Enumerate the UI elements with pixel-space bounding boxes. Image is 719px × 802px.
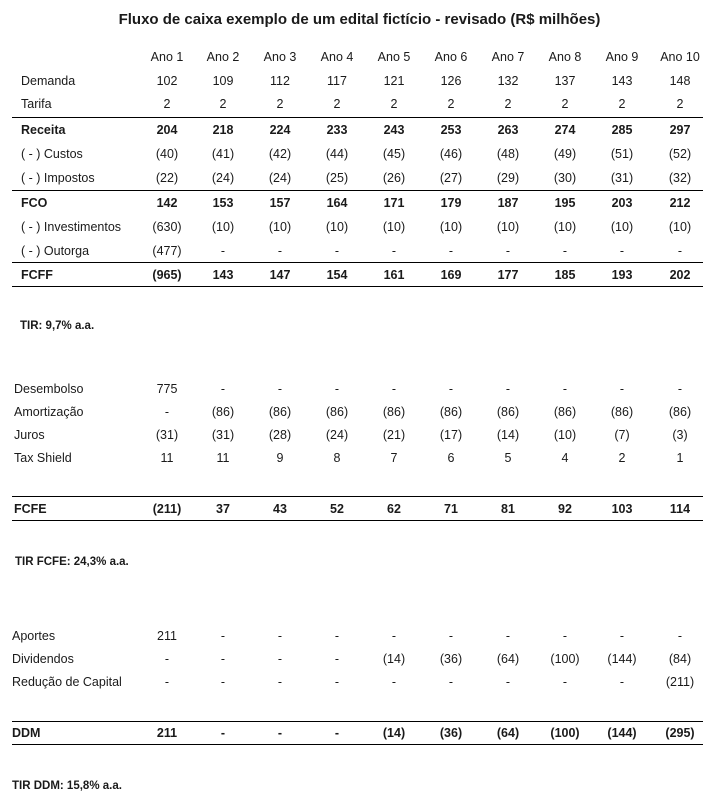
- year-header: Ano 10: [660, 50, 700, 64]
- cell: (86): [211, 405, 235, 419]
- cell: (64): [496, 652, 520, 666]
- cell: -: [277, 652, 283, 666]
- cell: -: [220, 652, 226, 666]
- row-label: Receita: [21, 123, 66, 137]
- page-title: Fluxo de caixa exemplo de um edital fictício - revisado (R$ milhões): [118, 11, 601, 28]
- table1-row: [0, 244, 719, 262]
- tir-ddm-note: TIR DDM: 15,8% a.a.: [12, 780, 122, 792]
- cell: (45): [382, 147, 406, 161]
- cell: 103: [611, 502, 633, 516]
- cell: (10): [325, 220, 349, 234]
- cell: (48): [496, 147, 520, 161]
- row-label: Juros: [14, 428, 45, 442]
- tir-note: TIR: 9,7% a.a.: [20, 320, 95, 332]
- year-header: Ano 6: [434, 50, 468, 64]
- cell: (44): [325, 147, 349, 161]
- row-label: Redução de Capital: [12, 675, 122, 689]
- cell: 2: [676, 97, 684, 111]
- cell: (84): [668, 652, 692, 666]
- year-header-row: [0, 50, 719, 68]
- cell: 2: [333, 97, 341, 111]
- cell: -: [277, 382, 283, 396]
- cell: 169: [440, 268, 462, 282]
- year-header: Ano 9: [605, 50, 639, 64]
- cell: 81: [501, 502, 515, 516]
- cell: 9: [276, 451, 284, 465]
- cell: (22): [155, 171, 179, 185]
- cell: -: [277, 675, 283, 689]
- cell: (10): [553, 428, 577, 442]
- cell: (3): [672, 428, 688, 442]
- cell: 148: [669, 74, 691, 88]
- cell: (24): [268, 171, 292, 185]
- divider-line: [12, 744, 703, 745]
- cell: -: [677, 382, 683, 396]
- divider-line: [12, 721, 703, 722]
- cell: (32): [668, 171, 692, 185]
- row-label: FCO: [21, 196, 48, 210]
- cell: (30): [553, 171, 577, 185]
- cell: 153: [212, 196, 234, 210]
- cell: (28): [268, 428, 292, 442]
- cell: (86): [382, 405, 406, 419]
- cell: (10): [439, 220, 463, 234]
- cell: 211: [156, 726, 178, 740]
- cell: 117: [327, 74, 347, 88]
- cell: -: [334, 629, 340, 643]
- cell: -: [391, 629, 397, 643]
- table2-row: [0, 451, 719, 469]
- row-label: Amortização: [14, 405, 84, 419]
- cell: (295): [665, 726, 695, 740]
- cell: -: [619, 244, 625, 258]
- divider-line: [12, 520, 703, 521]
- cell: 71: [444, 502, 458, 516]
- cell: 2: [504, 97, 512, 111]
- cell: -: [677, 629, 683, 643]
- row-label: ( - ) Investimentos: [21, 220, 122, 234]
- divider-line: [12, 117, 703, 118]
- cell: 204: [156, 123, 178, 137]
- table2-row: [0, 382, 719, 400]
- cell: 164: [326, 196, 348, 210]
- table3-row: [0, 675, 719, 693]
- cell: (477): [152, 244, 182, 258]
- cell: (10): [668, 220, 692, 234]
- cell: 171: [383, 196, 405, 210]
- table1-row: [0, 268, 719, 286]
- cell: (10): [211, 220, 235, 234]
- cell: -: [277, 726, 283, 740]
- cell: 218: [212, 123, 234, 137]
- year-header: Ano 7: [491, 50, 525, 64]
- cell: 212: [669, 196, 691, 210]
- cell: (49): [553, 147, 577, 161]
- row-label: Desembolso: [14, 382, 84, 396]
- divider-line: [12, 190, 703, 191]
- cell: 37: [216, 502, 230, 516]
- cell: (25): [325, 171, 349, 185]
- cell: (10): [496, 220, 520, 234]
- cell: 177: [497, 268, 519, 282]
- cell: 92: [558, 502, 572, 516]
- cell: -: [505, 382, 511, 396]
- cell: 11: [216, 451, 230, 465]
- tir-fcfe-note: TIR FCFE: 24,3% a.a.: [15, 556, 129, 568]
- cell: 2: [219, 97, 227, 111]
- year-header: Ano 8: [548, 50, 582, 64]
- cell: -: [448, 675, 454, 689]
- cell: 775: [156, 382, 178, 396]
- table1-row: [0, 171, 719, 189]
- cell: 297: [669, 123, 691, 137]
- cell: 193: [611, 268, 633, 282]
- cell: -: [164, 675, 170, 689]
- cell: 143: [611, 74, 633, 88]
- table2-row: [0, 428, 719, 446]
- cell: (10): [553, 220, 577, 234]
- cell: -: [505, 244, 511, 258]
- cell: (86): [496, 405, 520, 419]
- row-label: ( - ) Impostos: [21, 171, 95, 185]
- cell: (86): [668, 405, 692, 419]
- cell: 147: [269, 268, 291, 282]
- cell: -: [220, 675, 226, 689]
- table1-row: [0, 220, 719, 238]
- cell: 121: [383, 74, 405, 88]
- cell: (31): [610, 171, 634, 185]
- cell: (86): [268, 405, 292, 419]
- row-label: FCFE: [14, 502, 47, 516]
- table3-row: [0, 726, 719, 744]
- cell: 1: [676, 451, 684, 465]
- cell: (36): [439, 652, 463, 666]
- cell: 8: [333, 451, 341, 465]
- cell: -: [334, 652, 340, 666]
- cell: 62: [387, 502, 401, 516]
- cell: 5: [504, 451, 512, 465]
- cell: (10): [610, 220, 634, 234]
- cell: (36): [439, 726, 463, 740]
- cell: (86): [553, 405, 577, 419]
- year-header: Ano 3: [263, 50, 297, 64]
- cell: (14): [382, 652, 406, 666]
- table1-row: [0, 196, 719, 214]
- row-label: FCFF: [21, 268, 53, 282]
- cell: -: [391, 382, 397, 396]
- cell: 112: [270, 74, 290, 88]
- cell: 126: [440, 74, 462, 88]
- cell: (52): [668, 147, 692, 161]
- cell: (10): [382, 220, 406, 234]
- cell: 52: [330, 502, 344, 516]
- cell: (86): [439, 405, 463, 419]
- cell: -: [277, 629, 283, 643]
- cell: (26): [382, 171, 406, 185]
- row-label: ( - ) Custos: [21, 147, 83, 161]
- cell: -: [220, 726, 226, 740]
- cell: -: [220, 382, 226, 396]
- cell: (211): [665, 675, 695, 689]
- table2-row: [0, 502, 719, 520]
- cell: -: [220, 244, 226, 258]
- table1-row: [0, 74, 719, 92]
- cell: -: [164, 652, 170, 666]
- cell: 161: [383, 268, 405, 282]
- year-header: Ano 2: [206, 50, 240, 64]
- cell: (29): [496, 171, 520, 185]
- cell: -: [562, 629, 568, 643]
- cell: (10): [268, 220, 292, 234]
- cell: (46): [439, 147, 463, 161]
- cell: 7: [390, 451, 398, 465]
- cell: 2: [447, 97, 455, 111]
- year-header: Ano 4: [320, 50, 354, 64]
- cell: 6: [447, 451, 455, 465]
- table3-row: [0, 629, 719, 647]
- cell: -: [619, 629, 625, 643]
- cell: (31): [155, 428, 179, 442]
- cell: -: [220, 629, 226, 643]
- row-label: DDM: [12, 726, 41, 740]
- row-label: Tarifa: [21, 97, 52, 111]
- cell: (27): [439, 171, 463, 185]
- table1-row: [0, 123, 719, 141]
- cell: 154: [326, 268, 348, 282]
- cell: 157: [269, 196, 291, 210]
- row-label: Aportes: [12, 629, 56, 643]
- cell: 274: [554, 123, 576, 137]
- cell: (42): [268, 147, 292, 161]
- cell: -: [164, 405, 170, 419]
- cell: -: [277, 244, 283, 258]
- cell: (7): [614, 428, 630, 442]
- cell: (40): [155, 147, 179, 161]
- cell: (86): [610, 405, 634, 419]
- cell: 195: [554, 196, 576, 210]
- cell: -: [334, 675, 340, 689]
- cell: (100): [550, 652, 580, 666]
- cell: (31): [211, 428, 235, 442]
- row-label: Dividendos: [12, 652, 74, 666]
- cell: -: [334, 382, 340, 396]
- cell: 187: [497, 196, 519, 210]
- cell: 2: [618, 97, 626, 111]
- cell: 243: [383, 123, 405, 137]
- cell: -: [391, 244, 397, 258]
- cell: 263: [497, 123, 519, 137]
- cell: -: [619, 675, 625, 689]
- table2-row: [0, 405, 719, 423]
- cell: (24): [211, 171, 235, 185]
- cell: 137: [554, 74, 576, 88]
- cell: -: [334, 726, 340, 740]
- cell: (211): [152, 502, 182, 516]
- year-header: Ano 5: [377, 50, 411, 64]
- cell: (21): [382, 428, 406, 442]
- cell: -: [562, 675, 568, 689]
- cell: (630): [152, 220, 182, 234]
- cell: 179: [440, 196, 462, 210]
- cell: -: [391, 675, 397, 689]
- cell: 43: [273, 502, 287, 516]
- cell: 202: [669, 268, 691, 282]
- cell: 2: [276, 97, 284, 111]
- cell: -: [448, 244, 454, 258]
- cell: -: [562, 382, 568, 396]
- cell: 114: [669, 502, 691, 516]
- cell: 109: [212, 74, 234, 88]
- cell: 203: [611, 196, 633, 210]
- cell: 185: [554, 268, 576, 282]
- cell: -: [448, 382, 454, 396]
- cell: 2: [163, 97, 171, 111]
- cell: (17): [439, 428, 463, 442]
- cell: (14): [382, 726, 406, 740]
- cell: 132: [497, 74, 519, 88]
- year-header: Ano 1: [150, 50, 184, 64]
- cell: 2: [618, 451, 626, 465]
- row-label: Demanda: [21, 74, 76, 88]
- row-label: ( - ) Outorga: [21, 244, 90, 258]
- divider-line: [12, 286, 703, 287]
- cell: 4: [561, 451, 569, 465]
- cell: -: [562, 244, 568, 258]
- cell: 224: [269, 123, 291, 137]
- table1-row: [0, 147, 719, 165]
- table1-row: [0, 97, 719, 115]
- cell: 211: [157, 629, 177, 643]
- cell: (24): [325, 428, 349, 442]
- cell: (86): [325, 405, 349, 419]
- table3-row: [0, 652, 719, 670]
- divider-line: [12, 496, 703, 497]
- cell: -: [505, 629, 511, 643]
- cell: -: [448, 629, 454, 643]
- row-label: Tax Shield: [14, 451, 72, 465]
- cell: (64): [496, 726, 520, 740]
- cell: (965): [152, 268, 182, 282]
- cell: 11: [160, 451, 174, 465]
- cell: 2: [390, 97, 398, 111]
- cell: -: [619, 382, 625, 396]
- cell: 2: [561, 97, 569, 111]
- divider-line: [12, 262, 703, 263]
- cell: -: [334, 244, 340, 258]
- cell: (14): [496, 428, 520, 442]
- cell: (100): [550, 726, 580, 740]
- cell: 142: [156, 196, 178, 210]
- cell: -: [677, 244, 683, 258]
- cell: (51): [610, 147, 634, 161]
- cell: 285: [611, 123, 633, 137]
- cell: 102: [156, 74, 178, 88]
- cell: (144): [607, 652, 637, 666]
- cell: 143: [212, 268, 234, 282]
- cell: (41): [211, 147, 235, 161]
- cell: -: [505, 675, 511, 689]
- cell: 233: [326, 123, 348, 137]
- cell: 253: [440, 123, 462, 137]
- cell: (144): [607, 726, 637, 740]
